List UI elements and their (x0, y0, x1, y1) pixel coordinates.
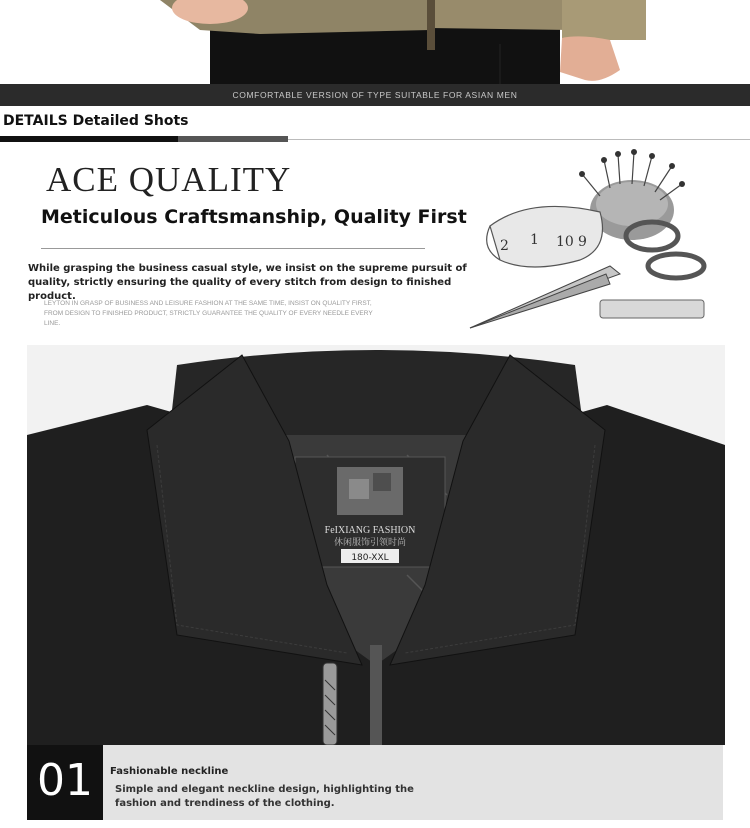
ace-quality-title: ACE QUALITY (46, 160, 292, 199)
svg-text:2: 2 (500, 238, 509, 254)
subtitle-underline (41, 248, 425, 249)
details-divider-line (288, 139, 750, 140)
details-divider-dark (0, 136, 178, 142)
label-size-text: 180-XXL (351, 553, 389, 563)
svg-text:9: 9 (578, 234, 587, 250)
feature-title: Fashionable neckline (110, 766, 229, 777)
feature-number-badge (27, 745, 103, 820)
quality-fine-print: LEYTON IN GRASP OF BUSINESS AND LEISURE FASHION AT THE SAME TIME, INSIST ON QUALITY FIRST, FROM DESIGN TO FINISHED PRODUCT, STRICTLY GUARANTEE THE QUALITY OF EVERY NEEDLE EVERY LINE. (44, 300, 373, 327)
sewing-tools-illustration (460, 148, 730, 338)
top-product-photo (0, 0, 750, 84)
jacket-collar-photo (27, 345, 725, 745)
feature-number: 01 (37, 755, 93, 806)
svg-text:1: 1 (530, 232, 539, 248)
label-chinese-text: 休闲服饰引领时尚 (333, 538, 407, 548)
label-brand-text: FeIXIANG FASHION (324, 525, 416, 536)
details-divider-grey (178, 136, 288, 142)
banner-text: COMFORTABLE VERSION OF TYPE SUITABLE FOR ASIAN MEN (232, 90, 518, 100)
svg-text:10: 10 (556, 234, 574, 250)
quality-paragraph: While grasping the business casual style, we insist on the supreme pursuit of quality, strictly ensuring the quality of every stitch from design to finished product. (28, 263, 467, 302)
details-heading: DETAILS Detailed Shots (3, 113, 189, 129)
feature-description: Simple and elegant neckline design, highlighting the fashion and trendiness of the clothing. (115, 784, 414, 809)
banner-strip (0, 84, 750, 106)
craftsmanship-subtitle: Meticulous Craftsmanship, Quality First (41, 206, 467, 228)
